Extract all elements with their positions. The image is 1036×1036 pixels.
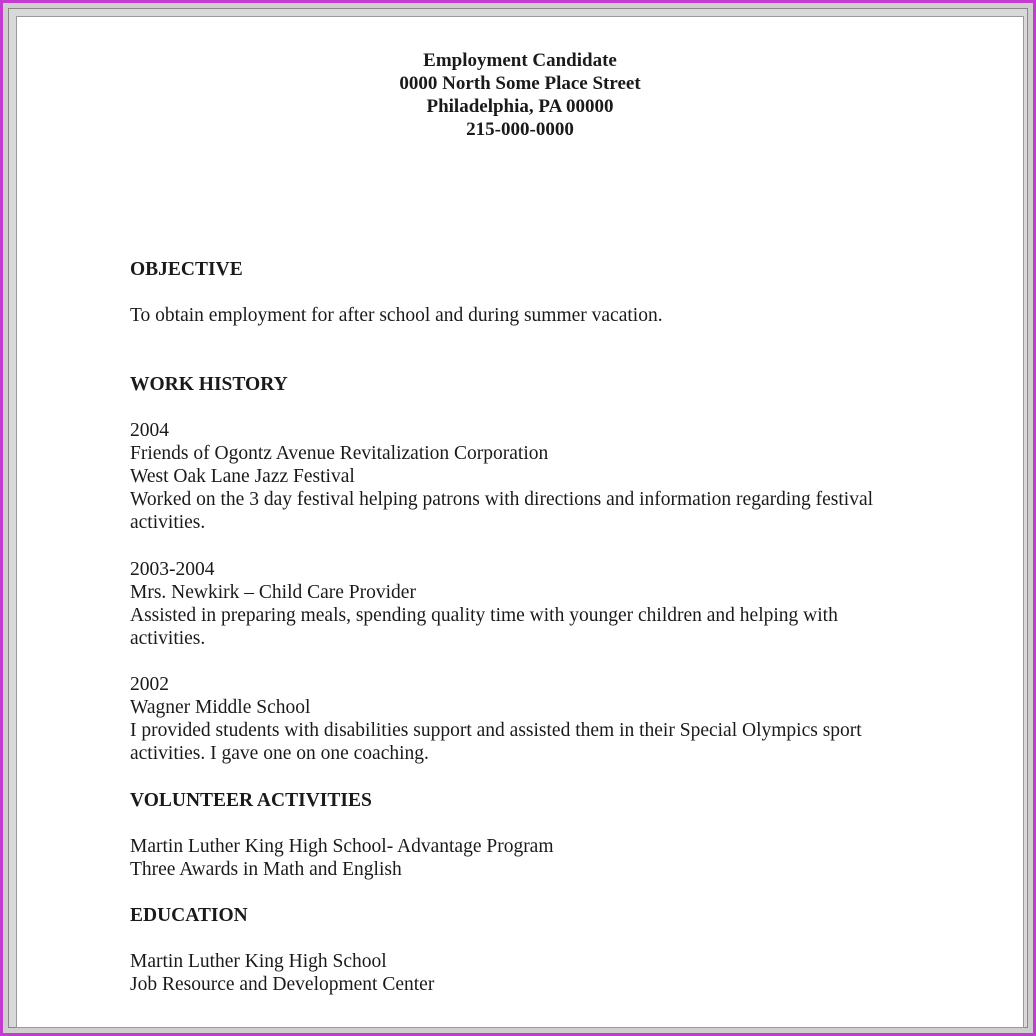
education-heading: EDUCATION [130,905,248,926]
volunteer-text [130,835,930,881]
objective-line: To obtain employment for after school and during summer vacation. [130,305,663,326]
work-entry-year: 2003-2004 [130,559,215,580]
work-entry-year: 2002 [130,674,169,695]
resume-document [16,16,1024,1028]
work-history-heading: WORK HISTORY [130,374,288,395]
work-entry-line: activities. I gave one on one coaching. [130,743,429,764]
city-state-zip: Philadelphia, PA 00000 [426,96,614,117]
candidate-name: Employment Candidate [423,50,617,71]
work-entry [130,673,930,765]
work-entry-line: Mrs. Newkirk – Child Care Provider [130,582,416,603]
work-entry-line: Assisted in preparing meals, spending quality time with younger children and helping with [130,605,838,626]
work-entry-line: Friends of Ogontz Avenue Revitalization Corporation [130,443,549,464]
work-entry-line: activities. [130,512,206,533]
work-entry-line: activities. [130,628,206,649]
education-line: Job Resource and Development Center [130,974,435,995]
work-entry-line: Wagner Middle School [130,697,311,718]
volunteer-line: Martin Luther King High School- Advantage Program [130,836,554,857]
education-line: Martin Luther King High School [130,951,387,972]
phone-number: 215-000-0000 [466,119,574,140]
work-entry-year: 2004 [130,420,169,441]
street-address: 0000 North Some Place Street [399,73,641,94]
objective-text [130,304,930,327]
work-entry-line: Worked on the 3 day festival helping patrons with directions and information regarding festival [130,489,874,510]
work-entry [130,419,930,534]
work-entry-line: I provided students with disabilities support and assisted them in their Special Olympics sport [130,720,862,741]
contact-header [17,49,1023,141]
work-entry [130,558,930,650]
work-entry-line: West Oak Lane Jazz Festival [130,466,355,487]
volunteer-line: Three Awards in Math and English [130,859,402,880]
objective-heading: OBJECTIVE [130,259,243,280]
education-text [130,950,930,996]
volunteer-heading: VOLUNTEER ACTIVITIES [130,790,372,811]
